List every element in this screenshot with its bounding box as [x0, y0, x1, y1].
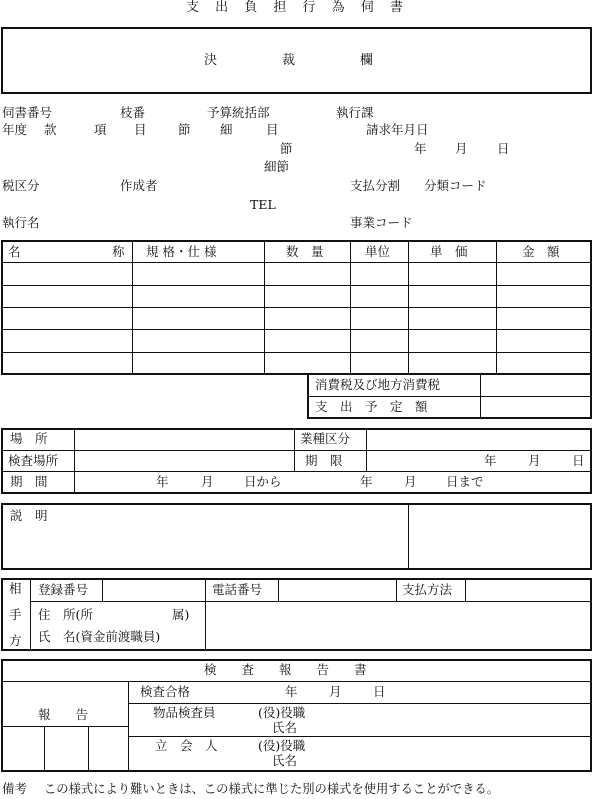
- tax-class-label: 税区分: [2, 178, 40, 193]
- inspection-title: 検 査 報 告 書: [204, 662, 367, 677]
- period-year1: 年: [156, 474, 169, 489]
- approval-label: 決 裁 欄: [204, 53, 374, 68]
- pay-method-label: 支払方法: [402, 582, 453, 597]
- moku2-label: 目: [266, 122, 279, 137]
- inspector-role: (役)役職: [258, 705, 306, 720]
- col-amount: 金 額: [522, 244, 560, 259]
- period-label: 期 間: [10, 474, 48, 489]
- phone-label: 電話番号: [212, 582, 263, 597]
- party-side-3: 方: [9, 633, 22, 648]
- deadline-label: 期 限: [305, 453, 343, 468]
- setsu2-label: 節: [280, 141, 293, 156]
- period-year2: 年: [360, 474, 373, 489]
- deadline-year: 年: [484, 453, 497, 468]
- branch-no-label: 枝番: [120, 105, 146, 120]
- kan-label: 款: [44, 122, 57, 137]
- party-side-1: 相: [9, 581, 22, 596]
- place-table: [1, 428, 592, 494]
- witness-role: (役)役職: [258, 738, 306, 753]
- passed-month: 月: [329, 684, 342, 699]
- col-unit-price: 単 価: [430, 244, 468, 259]
- col-name-b: 称: [112, 244, 125, 259]
- explanation-label: 説 明: [10, 508, 48, 523]
- author-label: 作成者: [120, 178, 158, 193]
- tax-label: 消費税及び地方消費税: [315, 377, 441, 392]
- col-name-a: 名: [8, 244, 21, 259]
- fiscal-year-label: 年度: [2, 122, 28, 137]
- party-side-2: 手: [9, 607, 22, 622]
- request-no-label: 伺書番号: [2, 105, 53, 120]
- tel-label: TEL: [250, 197, 276, 212]
- date-day-label: 日: [497, 141, 510, 156]
- exec-name-label: 執行名: [2, 215, 40, 230]
- col-qty: 数 量: [286, 244, 324, 259]
- deadline-day: 日: [572, 453, 585, 468]
- date-year-label: 年: [414, 141, 427, 156]
- note-text: この様式により難いときは、この様式に準じた別の様式を使用することができる。: [44, 782, 499, 796]
- witness-label: 立 会 人: [155, 738, 218, 753]
- date-month-label: 月: [455, 141, 468, 156]
- inspector-label: 物品検査員: [153, 705, 216, 720]
- col-spec: 規 格・仕 様: [146, 244, 217, 259]
- sai-label: 細: [220, 122, 233, 137]
- moku-label: 目: [134, 122, 147, 137]
- budget-dept-label: 予算統括部: [207, 105, 270, 120]
- saisetsu-label: 細節: [264, 159, 290, 174]
- report-label: 報 告: [38, 707, 89, 722]
- period-month2: 月: [404, 474, 417, 489]
- payment-split-label: 支払分割: [350, 178, 401, 193]
- class-code-label: 分類コード: [424, 178, 487, 193]
- explanation-box: [1, 503, 592, 570]
- col-unit: 単位: [365, 244, 391, 259]
- witness-name: 氏名: [272, 753, 298, 768]
- period-from: 日から: [244, 474, 282, 489]
- form-title: 支 出 負 担 行 為 伺 書: [186, 0, 409, 15]
- address-label-b: 属): [172, 607, 190, 622]
- planned-amount-label: 支 出 予 定 額: [315, 399, 428, 414]
- request-date-label: 請求年月日: [366, 122, 429, 137]
- passed-day: 日: [373, 684, 386, 699]
- inspection-place-label: 検査場所: [8, 453, 59, 468]
- business-code-label: 事業コード: [350, 215, 413, 230]
- name-label: 氏 名(資金前渡職員): [38, 629, 161, 644]
- passed-year: 年: [285, 684, 298, 699]
- period-to: 日まで: [446, 474, 484, 489]
- note-label: 備考: [2, 781, 28, 796]
- reg-no-label: 登録番号: [38, 582, 89, 597]
- passed-label: 検査合格: [140, 684, 191, 699]
- period-month1: 月: [201, 474, 214, 489]
- setsu-label: 節: [178, 122, 191, 137]
- inspector-name: 氏名: [272, 720, 298, 735]
- exec-section-label: 執行課: [336, 105, 374, 120]
- industry-label: 業種区分: [300, 431, 351, 446]
- address-label-a: 住 所(所: [38, 607, 93, 622]
- kou-label: 項: [94, 122, 107, 137]
- deadline-month: 月: [528, 453, 541, 468]
- place-label: 場 所: [10, 431, 48, 446]
